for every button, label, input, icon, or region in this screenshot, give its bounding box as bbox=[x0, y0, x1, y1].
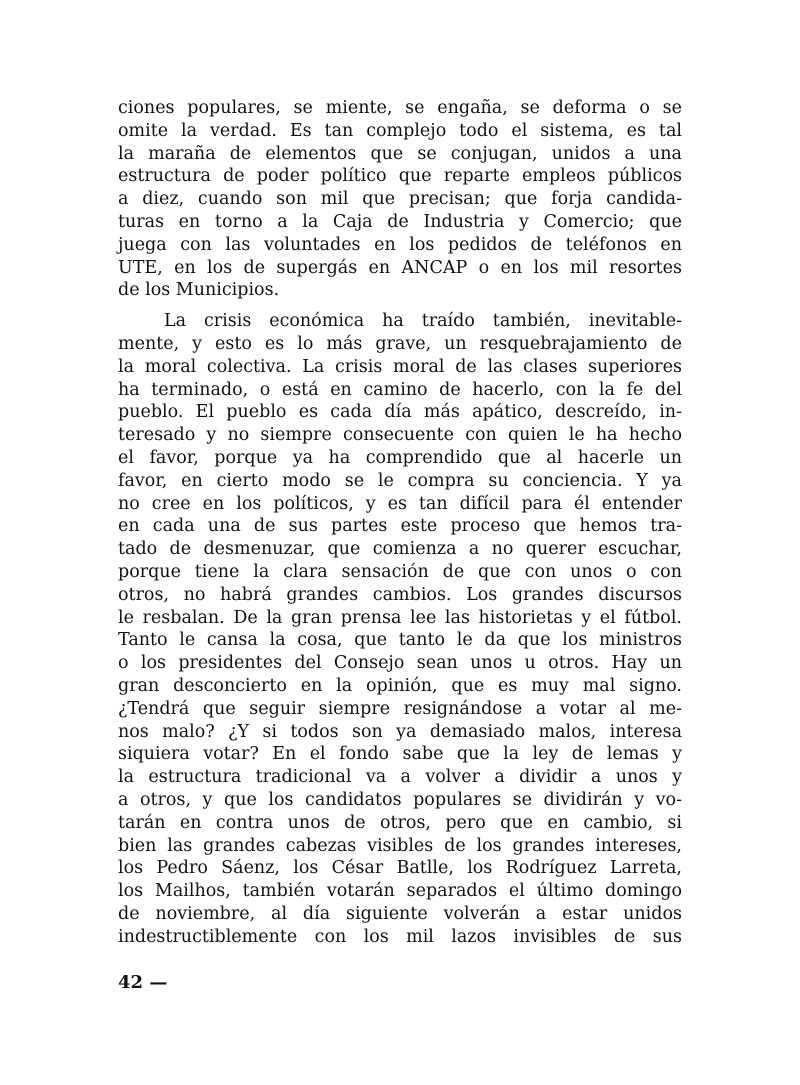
text-line: a diez, cuando son mil que precisan; que forja candida- bbox=[118, 189, 682, 210]
text-line: los Mailhos, también votarán separados el último domingo bbox=[118, 881, 682, 902]
text-line: estructura de poder político que reparte empleos públicos bbox=[118, 166, 682, 187]
text-line: el favor, porque ya ha comprendido que al hacerle un bbox=[118, 447, 682, 468]
text-line: la estructura tradicional va a volver a dividir a unos y bbox=[118, 767, 682, 788]
text-line: omite la verdad. Es tan complejo todo el sistema, es tal bbox=[118, 120, 682, 141]
text-line: de noviembre, al día siguiente volverán a estar unidos bbox=[118, 903, 682, 924]
text-line: juega con las voluntades en los pedidos de teléfonos en bbox=[118, 234, 682, 255]
text-line: a otros, y que los candidatos populares se dividirán y vo- bbox=[118, 789, 682, 810]
text-line: turas en torno a la Caja de Industria y Comercio; que bbox=[118, 211, 682, 232]
text-line: o los presidentes del Consejo sean unos u otros. Hay un bbox=[118, 653, 682, 674]
text-line: ha terminado, o está en camino de hacerlo, con la fe del bbox=[118, 379, 682, 400]
text-line: UTE, en los de supergás en ANCAP o en los mil resortes bbox=[118, 257, 682, 278]
page-body bbox=[118, 97, 682, 948]
text-line: teresado y no siempre consecuente con quien le ha hecho bbox=[118, 425, 682, 446]
text-line: La crisis económica ha traído también, inevitable- bbox=[164, 311, 682, 332]
text-line: porque tiene la clara sensación de que con unos o con bbox=[118, 561, 682, 582]
text-line: en cada una de sus partes este proceso que hemos tra- bbox=[118, 516, 682, 537]
text-line: Tanto le cansa la cosa, que tanto le da que los ministros bbox=[118, 630, 682, 651]
text-line: nos malo? ¿Y si todos son ya demasiado malos, interesa bbox=[118, 721, 682, 742]
text-line: pueblo. El pueblo es cada día más apático, descreído, in- bbox=[118, 402, 682, 423]
text-line: gran desconcierto en la opinión, que es muy mal signo. bbox=[118, 675, 682, 696]
text-line: siquiera votar? En el fondo sabe que la ley de lemas y bbox=[118, 744, 682, 765]
paragraph-2 bbox=[118, 310, 682, 948]
text-line: la maraña de elementos que se conjugan, unidos a una bbox=[118, 143, 682, 164]
text-line: otros, no habrá grandes cambios. Los grandes discursos bbox=[118, 584, 682, 605]
text-line: ciones populares, se miente, se engaña, se deforma o se bbox=[118, 98, 682, 118]
text-line: indestructiblemente con los mil lazos invisibles de sus bbox=[118, 926, 682, 947]
page-number: 42 — bbox=[118, 972, 168, 993]
text-line: le resbalan. De la gran prensa lee las historietas y el fútbol. bbox=[118, 607, 682, 628]
text-line: no cree en los políticos, y es tan difícil para él entender bbox=[118, 493, 682, 514]
text-line: bien las grandes cabezas visibles de los grandes intereses, bbox=[118, 835, 682, 856]
paragraph-1 bbox=[118, 97, 682, 302]
text-line: favor, en cierto modo se le compra su conciencia. Y ya bbox=[118, 470, 682, 491]
text-line: ¿Tendrá que seguir siempre resignándose a votar al me- bbox=[118, 698, 682, 719]
text-line: tarán en contra unos de otros, pero que en cambio, si bbox=[118, 812, 682, 833]
text-line: los Pedro Sáenz, los César Batlle, los Rodríguez Larreta, bbox=[118, 858, 682, 879]
text-line: tado de desmenuzar, que comienza a no querer escuchar, bbox=[118, 539, 682, 560]
text-line: la moral colectiva. La crisis moral de las clases superiores bbox=[118, 356, 682, 377]
text-line: de los Municipios. bbox=[118, 280, 280, 301]
text-line: mente, y esto es lo más grave, un resquebrajamiento de bbox=[118, 333, 682, 354]
